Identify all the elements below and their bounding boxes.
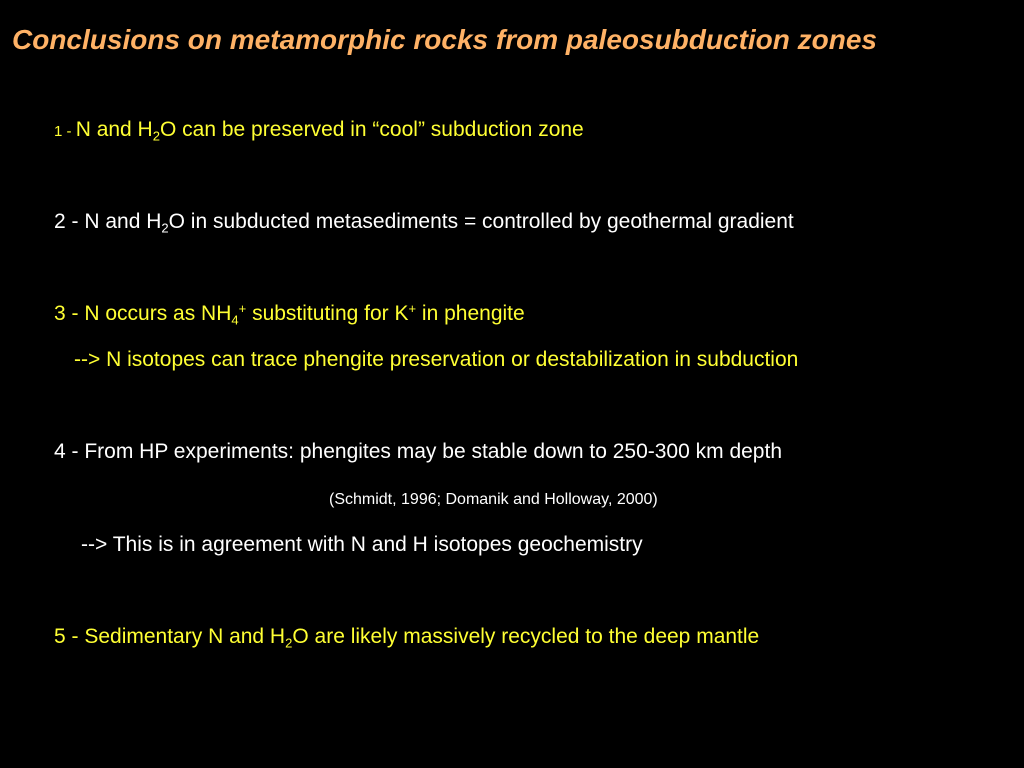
- conclusion-1-subscript: 2: [152, 128, 160, 144]
- conclusion-2: [54, 209, 794, 234]
- conclusion-4-arrow: --> This is in agreement with N and H isotopes geochemistry: [81, 533, 643, 556]
- conclusion-3-subscript: 4: [231, 312, 239, 328]
- conclusion-3-arrow: --> N isotopes can trace phengite preservation or destabilization in subduction: [74, 348, 799, 371]
- conclusion-3-text-b: substituting for K: [246, 302, 409, 325]
- slide-title: Conclusions on metamorphic rocks from paleosubduction zones: [12, 24, 878, 55]
- conclusion-3-text-c: in phengite: [416, 302, 525, 325]
- conclusion-3-superscript-1: +: [238, 300, 247, 316]
- conclusion-1-text-a: N and H: [75, 118, 153, 141]
- conclusion-1-number: 1 -: [54, 123, 76, 140]
- conclusion-5: [54, 624, 759, 649]
- conclusion-2-subscript: 2: [161, 220, 169, 236]
- conclusion-2-text-b: O in subducted metasediments = controlled by geothermal gradient: [168, 210, 794, 233]
- conclusion-5-text-b: O are likely massively recycled to the deep mantle: [292, 625, 760, 648]
- conclusion-1: [54, 117, 584, 142]
- conclusion-1-text-b: O can be preserved in “cool” subduction zone: [159, 118, 584, 141]
- conclusion-5-subscript: 2: [285, 635, 293, 651]
- conclusion-5-text-a: 5 - Sedimentary N and H: [54, 625, 286, 648]
- conclusion-4-reference: (Schmidt, 1996; Domanik and Holloway, 2000): [329, 491, 658, 508]
- conclusion-4: 4 - From HP experiments: phengites may be stable down to 250-300 km depth: [54, 440, 782, 463]
- conclusion-3-superscript-2: +: [408, 300, 417, 316]
- conclusion-2-text-a: 2 - N and H: [54, 210, 162, 233]
- conclusion-3-text-a: 3 - N occurs as NH: [54, 302, 232, 325]
- conclusion-3: [54, 301, 525, 326]
